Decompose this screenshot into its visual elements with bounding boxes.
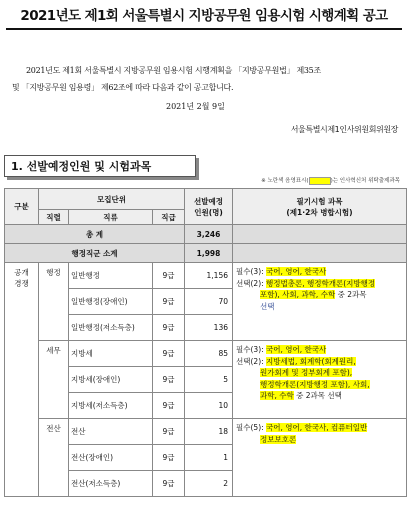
intro-line-2: 및 「지방공무원 임용령」 제62조에 따라 다음과 같이 공고합니다. bbox=[12, 83, 234, 92]
series-tax: 세무 bbox=[39, 341, 69, 419]
total-row bbox=[5, 225, 407, 244]
recruitment-table bbox=[4, 188, 407, 497]
section-title: 1. 선발예정인원 및 시험과목 bbox=[4, 155, 196, 177]
subtotal-row bbox=[5, 244, 407, 263]
grade-cell: 9급 bbox=[153, 315, 185, 341]
count-cell: 2 bbox=[185, 471, 233, 497]
series-comp: 전산 bbox=[39, 419, 69, 497]
count-cell: 70 bbox=[185, 289, 233, 315]
legend-suffix: )는 인사혁신처 위탁출제과목 bbox=[330, 178, 400, 184]
class-cell: 지방세 bbox=[69, 341, 153, 367]
grade-cell: 9급 bbox=[153, 393, 185, 419]
issuer: 서울특별시제1인사위원회위원장 bbox=[290, 125, 398, 134]
category-cell bbox=[5, 263, 39, 497]
total-count: 3,246 bbox=[185, 225, 233, 244]
header-subjects-l1: 필기시험 과목 bbox=[296, 196, 343, 206]
table-row bbox=[5, 263, 407, 289]
class-cell: 지방세(저소득층) bbox=[69, 393, 153, 419]
req-subjects: 국어, 영어, 한국사 bbox=[266, 267, 327, 276]
sel-subjects-4: 과학, 수학 bbox=[260, 391, 294, 400]
sel-subjects-2: 포함), 사회, 과학, 수학 bbox=[260, 290, 336, 299]
header-subjects-l2: (제1·2차 병합시험) bbox=[286, 207, 353, 217]
intro-line-1: 2021년도 제1회 서울특별시 지방공무원 임용시험 시행계획을 「지방공무원법」 제35조 bbox=[26, 66, 321, 75]
subtotal-subjects-empty bbox=[233, 244, 407, 263]
sel-label: 선택(2): bbox=[236, 356, 264, 366]
legend-highlight-swatch bbox=[309, 177, 331, 185]
table-row bbox=[5, 341, 407, 367]
sel-label: 선택(2): bbox=[236, 278, 264, 288]
grade-cell: 9급 bbox=[153, 263, 185, 289]
sel-note: 중 2과목 bbox=[335, 290, 367, 299]
grade-cell: 9급 bbox=[153, 471, 185, 497]
header-grade: 직급 bbox=[153, 210, 185, 225]
header-recruit-unit: 모집단위 bbox=[39, 189, 185, 210]
count-cell: 85 bbox=[185, 341, 233, 367]
subjects-comp bbox=[233, 419, 407, 497]
class-cell: 지방세(장애인) bbox=[69, 367, 153, 393]
count-cell: 1,156 bbox=[185, 263, 233, 289]
sel-subjects-1: 지방세법, 회계학(회계원리, bbox=[266, 356, 356, 366]
header-category: 구분 bbox=[5, 189, 39, 225]
req-label: 필수(5): bbox=[236, 423, 264, 432]
total-subjects-empty bbox=[233, 225, 407, 244]
subtotal-count: 1,998 bbox=[185, 244, 233, 263]
header-planned-count bbox=[185, 189, 233, 225]
grade-cell: 9급 bbox=[153, 341, 185, 367]
announcement-date: 2021년 2월 9일 bbox=[166, 102, 225, 111]
grade-cell: 9급 bbox=[153, 445, 185, 471]
subjects-admin bbox=[233, 263, 407, 341]
intro-paragraph bbox=[12, 62, 400, 96]
class-cell: 전산(장애인) bbox=[69, 445, 153, 471]
count-cell: 136 bbox=[185, 315, 233, 341]
class-cell: 일반행정(장애인) bbox=[69, 289, 153, 315]
sel-note: 중 2과목 선택 bbox=[293, 391, 342, 400]
class-cell: 전산(저소득층) bbox=[69, 471, 153, 497]
sel-subjects-3: 행정학개론(지방행정 포함), 사회, bbox=[260, 379, 370, 389]
count-cell: 1 bbox=[185, 445, 233, 471]
class-cell: 전산 bbox=[69, 419, 153, 445]
category-l1: 공개 bbox=[14, 268, 29, 277]
grade-cell: 9급 bbox=[153, 367, 185, 393]
count-cell: 10 bbox=[185, 393, 233, 419]
req-label: 필수(3): bbox=[236, 345, 264, 354]
class-cell: 일반행정(저소득층) bbox=[69, 315, 153, 341]
header-job-class: 직류 bbox=[69, 210, 153, 225]
grade-cell: 9급 bbox=[153, 419, 185, 445]
header-planned-l2: 인원(명) bbox=[194, 207, 223, 217]
subtotal-label: 행정직군 소계 bbox=[5, 244, 185, 263]
header-planned-l1: 선발예정 bbox=[194, 196, 223, 206]
class-cell: 일반행정 bbox=[69, 263, 153, 289]
subjects-tax bbox=[233, 341, 407, 419]
total-label: 총 계 bbox=[5, 225, 185, 244]
legend-prefix: ※ 노란색 음영표시( bbox=[261, 178, 309, 184]
req-subjects-1: 국어, 영어, 한국사, 컴퓨터일반 bbox=[266, 423, 368, 432]
series-admin: 행정 bbox=[39, 263, 69, 341]
req-label: 필수(3): bbox=[236, 267, 264, 276]
sel-subjects-1: 행정법총론, 행정학개론(지방행정 bbox=[266, 278, 376, 288]
sel-note-2: 선택 bbox=[260, 301, 275, 311]
count-cell: 5 bbox=[185, 367, 233, 393]
table-row bbox=[5, 419, 407, 445]
grade-cell: 9급 bbox=[153, 289, 185, 315]
sel-subjects-2: 원가회계 및 정부회계 포함), bbox=[260, 368, 353, 377]
req-subjects: 국어, 영어, 한국사 bbox=[266, 345, 327, 354]
legend-note bbox=[261, 176, 400, 185]
page-title: 2021년도 제1회 서울특별시 지방공무원 임용시험 시행계획 공고 bbox=[6, 4, 402, 30]
req-subjects-2: 정보보호론 bbox=[260, 434, 297, 444]
header-job-series: 직렬 bbox=[39, 210, 69, 225]
header-subjects bbox=[233, 189, 407, 225]
count-cell: 18 bbox=[185, 419, 233, 445]
category-l2: 경쟁 bbox=[14, 279, 29, 288]
